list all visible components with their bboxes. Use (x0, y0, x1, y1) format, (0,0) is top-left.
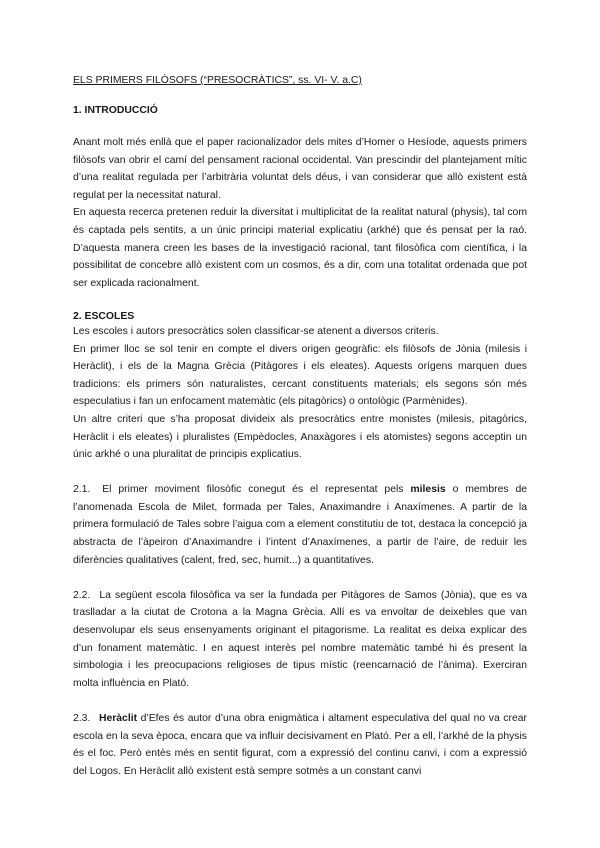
spacer (73, 464, 527, 482)
subsection-2-2 (73, 587, 527, 693)
term-milesis: milesis (410, 484, 446, 496)
spacer (73, 692, 527, 710)
escoles-paragraph-2: En primer lloc se sol tenir en compte el divers origen geogràfic: els filòsofs de Jònia (milesis i Heràclit), i els de la Magna Grècia (Pitàgores i els eleates). Aquests orígens marquen dues tradicions: els primers són naturalistes, cercant constituents materials; els segons són més especulatius i fan un enfocament matemàtic (els pitagòrics) o ontològic (Parmènides). (73, 343, 527, 408)
intro-paragraph-2: En aquesta recerca pretenen reduir la diversitat i multiplicitat de la realitat natural (physis), tal com és captada pels sentits, a un únic principi material explicatiu (arkhé) que és pensat per la raó. D’aquesta manera creen les bases de la investigació racional, tant filosòfica com científica, i la possibilitat de concebre allò existent com un cosmos, és a dir, com una totalitat ordenada que pot ser explicada racionalment. (73, 207, 527, 289)
spacer (73, 292, 527, 310)
subsection-number: 2.1. (73, 484, 91, 496)
subsection-2-1 (73, 481, 527, 569)
term-heraclit: Heràclit (98, 713, 138, 724)
subsection-number: 2.3. (73, 713, 91, 724)
escoles-paragraph-1: Les escoles i autors presocràtics solen classificar-se atenent a diversos criteris. (73, 325, 439, 337)
document-body (73, 74, 527, 780)
subsection-text: La següent escola filosòfica va ser la fundada per Pitàgores de Samos (Jònia), que es va traslladar a la ciutat de Crotona a la Magna Grècia. Allí es va envoltar de deixebles que van desenvolupar els seus ensenyaments originant el pitagorisme. La realitat es deixa explicar des d’un fonament matemàtic. I en aquest interès pel nombre matemàtic també hi és present la simbologia i les preocupacions religioses de tipus místic (reencarnació de l’ànima). Exerciran molta influència en Plató. (73, 589, 527, 689)
spacer (73, 569, 527, 587)
subsection-text: El primer moviment filosòfic conegut és el representat pels (102, 484, 404, 496)
subsection-text: d’Efes és autor d’una obra enigmàtica i altament especulativa del qual no va crear escola en la seva època, encara que va influir decisivament en Plató. Per a ell, l’arkhé de la physis és el foc. Però entès més en sentit figurat, com a expressió del continu canvi, i com a expressió del Logos. En Heràclit allò existent està sempre sotmès a un constant canvi (73, 713, 527, 777)
document-title: ELS PRIMERS FILÒSOFS (“PRESOCRÀTICS”, ss. VI- V. a.C) (73, 75, 362, 86)
section-heading-escoles: 2. ESCOLES (73, 310, 135, 322)
subsection-2-3 (73, 710, 527, 780)
intro-paragraph-1: Anant molt més enllà que el paper racionalizador dels mites d’Homer o Hesíode, aquests primers filòsofs van obrir el camí del pensament racional occidental. Van prescindir del plantejament mític d’una realitat regulada per l’arbitrària voluntat dels déus, i van considerar que allò existent està regulat per la necessitat natural. (73, 137, 527, 201)
section-heading-introduccio: 1. INTRODUCCIÓ (73, 105, 158, 116)
subsection-text: o membres de l’anomenada Escola de Milet, formada per Tales, Anaximandre i Anaxímenes. A partir de la primera formulació de Tales sobre l’aigua com a element constitutiu de tot, destaca la concepció ja abstracta de l’àpeiron d’Anaximandre i l’intent d’Anaxímenes, a partir de l’aire, de reduir les diferències qualitatives (calent, fred, sec, humit...) a quantitatives. (73, 484, 528, 566)
subsection-number: 2.2. (73, 589, 91, 601)
escoles-paragraph-3: Un altre criteri que s’ha proposat divideix als presocràtics entre monistes (milesis, pitagòrics, Heràclit i els eleates) i pluralistes (Empèdocles, Anaxàgores i els atomistes) segons acceptin un únic arkhé o una pluralitat de principis explicatius. (73, 413, 527, 461)
